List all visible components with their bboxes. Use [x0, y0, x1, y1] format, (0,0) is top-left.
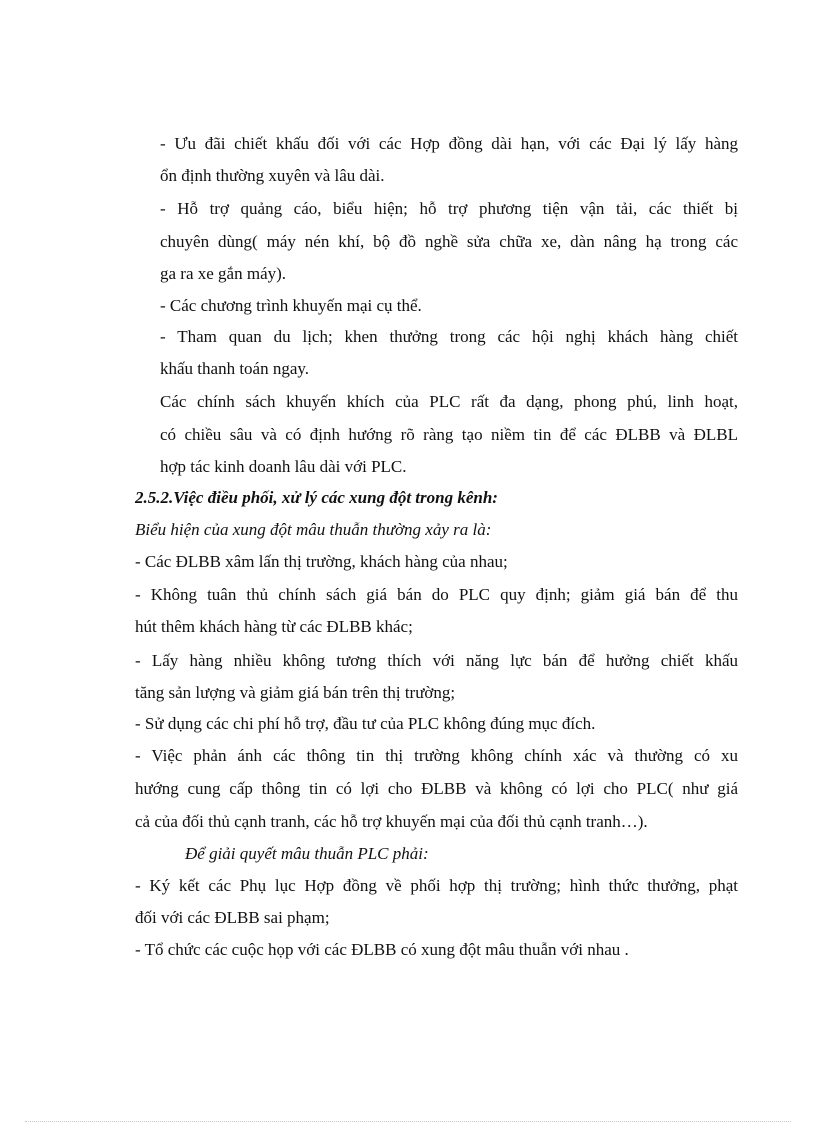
paragraph-line: hút thêm khách hàng từ các ĐLBB khác;	[135, 617, 413, 636]
paragraph-line: - Tham quan du lịch; khen thưởng trong các hội nghị khách hàng chiết	[160, 327, 738, 346]
paragraph-line: chuyên dùng( máy nén khí, bộ đồ nghề sửa chữa xe, dàn nâng hạ trong các	[160, 232, 738, 251]
paragraph-line: ga ra xe gắn máy).	[160, 264, 287, 283]
paragraph-line: - Tổ chức các cuộc họp với các ĐLBB có xung đột mâu thuẫn với nhau .	[135, 940, 629, 959]
paragraph-line: - Việc phản ánh các thông tin thị trường không chính xác và thường có xu	[135, 746, 738, 765]
paragraph-line: - Lấy hàng nhiều không tương thích với năng lực bán để hưởng chiết khấu	[135, 651, 738, 670]
paragraph-line: hợp tác kinh doanh lâu dài với PLC.	[160, 457, 407, 476]
paragraph-line: - Các chương trình khuyến mại cụ thể.	[160, 296, 422, 315]
paragraph-line: Các chính sách khuyến khích của PLC rất đa dạng, phong phú, linh hoạt,	[160, 392, 738, 411]
paragraph-line: hướng cung cấp thông tin có lợi cho ĐLBB và không có lợi cho PLC( như giá	[135, 779, 738, 798]
italic-subheading: Để giải quyết mâu thuẫn PLC phải:	[185, 844, 429, 863]
paragraph-line: đối với các ĐLBB sai phạm;	[135, 908, 330, 927]
paragraph-line: - Không tuân thủ chính sách giá bán do PLC quy định; giảm giá bán để thu	[135, 585, 738, 604]
paragraph-line: khấu thanh toán ngay.	[160, 359, 310, 378]
paragraph-line: - Hỗ trợ quảng cáo, biểu hiện; hỗ trợ phương tiện vận tải, các thiết bị	[160, 199, 738, 218]
paragraph-line: có chiều sâu và có định hướng rõ ràng tạo niềm tin để các ĐLBB và ĐLBL	[160, 425, 738, 444]
paragraph-line: - Ký kết các Phụ lục Hợp đồng về phối hợp thị trường; hình thức thưởng, phạt	[135, 876, 738, 895]
paragraph-line: tăng sản lượng và giảm giá bán trên thị trường;	[135, 683, 456, 702]
page-bottom-divider	[25, 1121, 791, 1122]
italic-subheading: Biểu hiện của xung đột mâu thuẫn thường xảy ra là:	[135, 520, 492, 539]
paragraph-line: - Ưu đãi chiết khấu đối với các Hợp đồng dài hạn, với các Đại lý lấy hàng	[160, 134, 738, 153]
paragraph-line: - Sử dụng các chi phí hỗ trợ, đầu tư của PLC không đúng mục đích.	[135, 714, 596, 733]
paragraph-line: cả của đối thủ cạnh tranh, các hỗ trợ khuyến mại của đối thủ cạnh tranh…).	[135, 812, 648, 831]
paragraph-line: ổn định thường xuyên và lâu dài.	[160, 166, 385, 185]
paragraph-line: - Các ĐLBB xâm lấn thị trường, khách hàng của nhau;	[135, 552, 508, 571]
section-heading: 2.5.2.Việc điều phối, xử lý các xung đột trong kênh:	[135, 488, 498, 507]
